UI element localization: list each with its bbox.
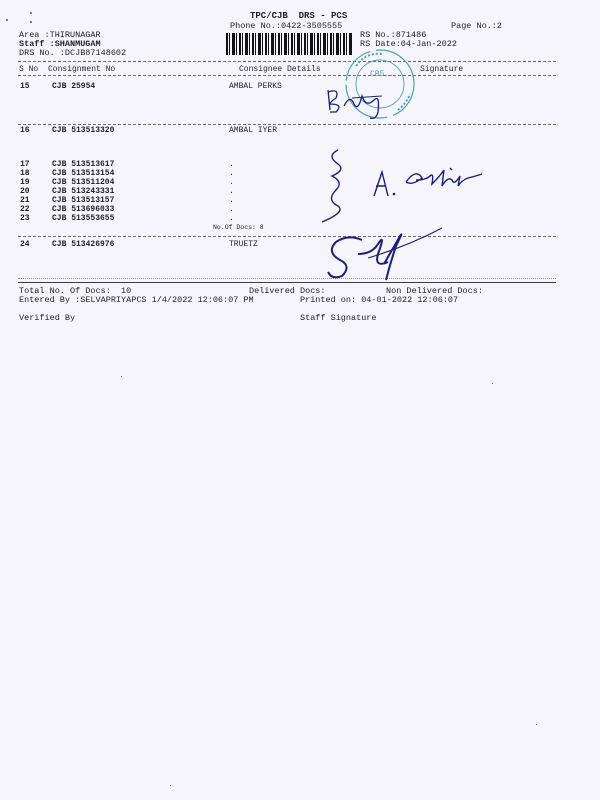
row-sno: 22 bbox=[20, 205, 30, 214]
entry-sno: 16 bbox=[20, 126, 30, 135]
entry-consignee: AMBAL PERKS bbox=[229, 82, 282, 91]
col-consignee: Consignee Details bbox=[239, 65, 321, 74]
row-consignment: CJB 513243331 bbox=[52, 187, 115, 196]
signature-entry-15 bbox=[322, 82, 402, 122]
row-consignment: CJB 513511204 bbox=[52, 178, 115, 187]
divider bbox=[18, 75, 556, 76]
drs-number: DRS No. :DCJB87148602 bbox=[19, 48, 127, 58]
staff-signature-label: Staff Signature bbox=[300, 313, 377, 323]
staff-label: Staff :SHANMUGAM bbox=[19, 39, 101, 49]
consignee-dots: . . . . . . . bbox=[229, 160, 234, 223]
table-row bbox=[20, 196, 114, 205]
divider bbox=[18, 124, 556, 125]
entry-consignment: CJB 513513320 bbox=[52, 126, 115, 135]
table-row bbox=[20, 169, 114, 178]
row-sno: 18 bbox=[20, 169, 30, 178]
speck bbox=[30, 21, 32, 23]
non-delivered-docs: Non Delivered Docs: bbox=[386, 286, 483, 296]
signature-entry-24 bbox=[318, 224, 468, 284]
divider bbox=[18, 278, 556, 279]
speck bbox=[536, 724, 537, 725]
divider bbox=[18, 236, 556, 237]
row-consignment: CJB 513513617 bbox=[52, 160, 115, 169]
table-row bbox=[20, 178, 114, 187]
col-signature: Signature bbox=[420, 65, 464, 74]
entry-consignment: CJB 25954 bbox=[52, 82, 96, 91]
divider bbox=[18, 61, 556, 62]
entered-by: Entered By :SELVAPRIYAPCS 1/4/2022 12:06:07 PM bbox=[19, 295, 254, 305]
delivered-docs: Delivered Docs: bbox=[249, 286, 326, 296]
table-row bbox=[20, 205, 114, 214]
area-label: Area :THIRUNAGAR bbox=[19, 30, 101, 40]
page-number: Page No.:2 bbox=[451, 21, 503, 31]
stamp-text: CB5.. bbox=[370, 70, 395, 79]
entry-sno: 24 bbox=[20, 240, 30, 249]
col-consignment: Consignment No bbox=[48, 65, 116, 74]
divider bbox=[18, 282, 556, 283]
entry-consignee: TRUETZ bbox=[229, 240, 258, 249]
printed-on: Printed on: 04-01-2022 12:06:07 bbox=[300, 295, 459, 305]
row-sno: 23 bbox=[20, 214, 30, 223]
group-rows bbox=[20, 160, 114, 223]
report-title: TPC/CJB DRS - PCS bbox=[250, 11, 348, 21]
col-sno: S No bbox=[19, 65, 39, 74]
table-row bbox=[20, 160, 114, 169]
speck bbox=[121, 376, 122, 377]
entry-consignee: AMBAL IYER bbox=[229, 126, 278, 135]
verified-by: Verified By bbox=[19, 313, 76, 323]
speck bbox=[170, 785, 171, 786]
speck bbox=[6, 19, 8, 21]
entry-consignment: CJB 513426976 bbox=[52, 240, 115, 249]
speck bbox=[30, 12, 32, 14]
row-consignment: CJB 513513154 bbox=[52, 169, 115, 178]
signature-group bbox=[316, 146, 496, 226]
speck bbox=[492, 383, 493, 384]
row-consignment: CJB 513553655 bbox=[52, 214, 115, 223]
rs-number: RS No.:871486 bbox=[360, 30, 427, 40]
table-row bbox=[20, 187, 114, 196]
rs-date: RS Date:04-Jan-2022 bbox=[360, 39, 457, 49]
row-sno: 17 bbox=[20, 160, 30, 169]
row-sno: 19 bbox=[20, 178, 30, 187]
table-row bbox=[20, 214, 114, 223]
barcode bbox=[226, 33, 352, 55]
row-consignment: CJB 513513157 bbox=[52, 196, 115, 205]
row-sno: 21 bbox=[20, 196, 30, 205]
total-docs: Total No. Of Docs: 10 bbox=[19, 286, 132, 296]
row-sno: 20 bbox=[20, 187, 30, 196]
no-of-docs: No.Of Docs: 8 bbox=[213, 224, 264, 231]
row-consignment: CJB 513696033 bbox=[52, 205, 115, 214]
entry-sno: 15 bbox=[20, 82, 30, 91]
phone-number: Phone No.:0422-3505555 bbox=[230, 21, 343, 31]
